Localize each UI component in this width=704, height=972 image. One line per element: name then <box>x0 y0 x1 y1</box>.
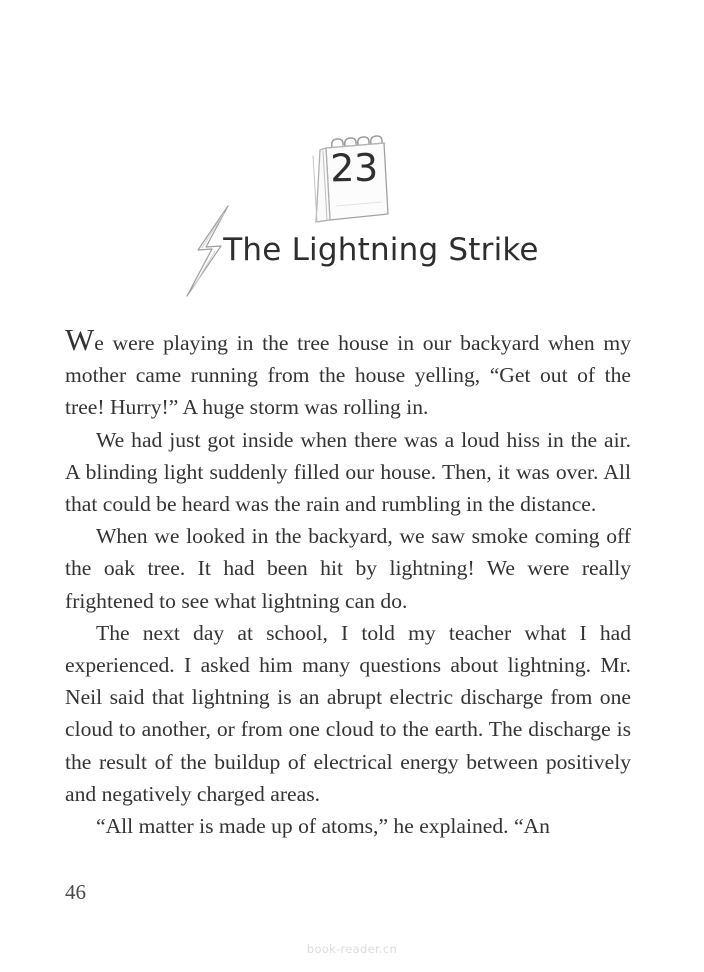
chapter-number: 23 <box>329 145 379 191</box>
chapter-header <box>0 118 704 303</box>
footer-watermark: book-reader.cn <box>306 942 398 956</box>
paragraph <box>65 520 631 617</box>
paragraph <box>65 617 631 810</box>
paragraph <box>65 810 631 842</box>
paragraph-text: The next day at school, I told my teacher what I had experienced. I asked him many questions about lightning. Mr. Neil said that lightning is an abrupt electric discharge from one cloud to another, or from one cloud to the earth. The discharge is the result of the buildup of electrical energy between positively and negatively charged areas. <box>65 620 631 806</box>
paragraph-text: “All matter is made up of atoms,” he explained. “An <box>96 814 550 839</box>
paragraph <box>65 322 631 424</box>
paragraph <box>65 424 631 521</box>
paragraph-text: When we looked in the backyard, we saw smoke coming off the oak tree. It had been hit by lightning! We were really frightened to see what lightning can do. <box>65 524 631 613</box>
chapter-body <box>65 322 631 842</box>
page-number: 46 <box>65 880 86 904</box>
paragraph-text: e were playing in the tree house in our backyard when my mother came running from the house yelling, “Get out of the tree! Hurry!” A huge storm was rolling in. <box>65 331 631 420</box>
drop-cap-initial: W <box>65 322 95 357</box>
chapter-title: The Lightning Strike <box>223 232 539 268</box>
paragraph-text: We had just got inside when there was a loud hiss in the air. A blinding light suddenly filled our house. Then, it was over. All that could be heard was the rain and rumbling in the distance. <box>65 427 631 517</box>
